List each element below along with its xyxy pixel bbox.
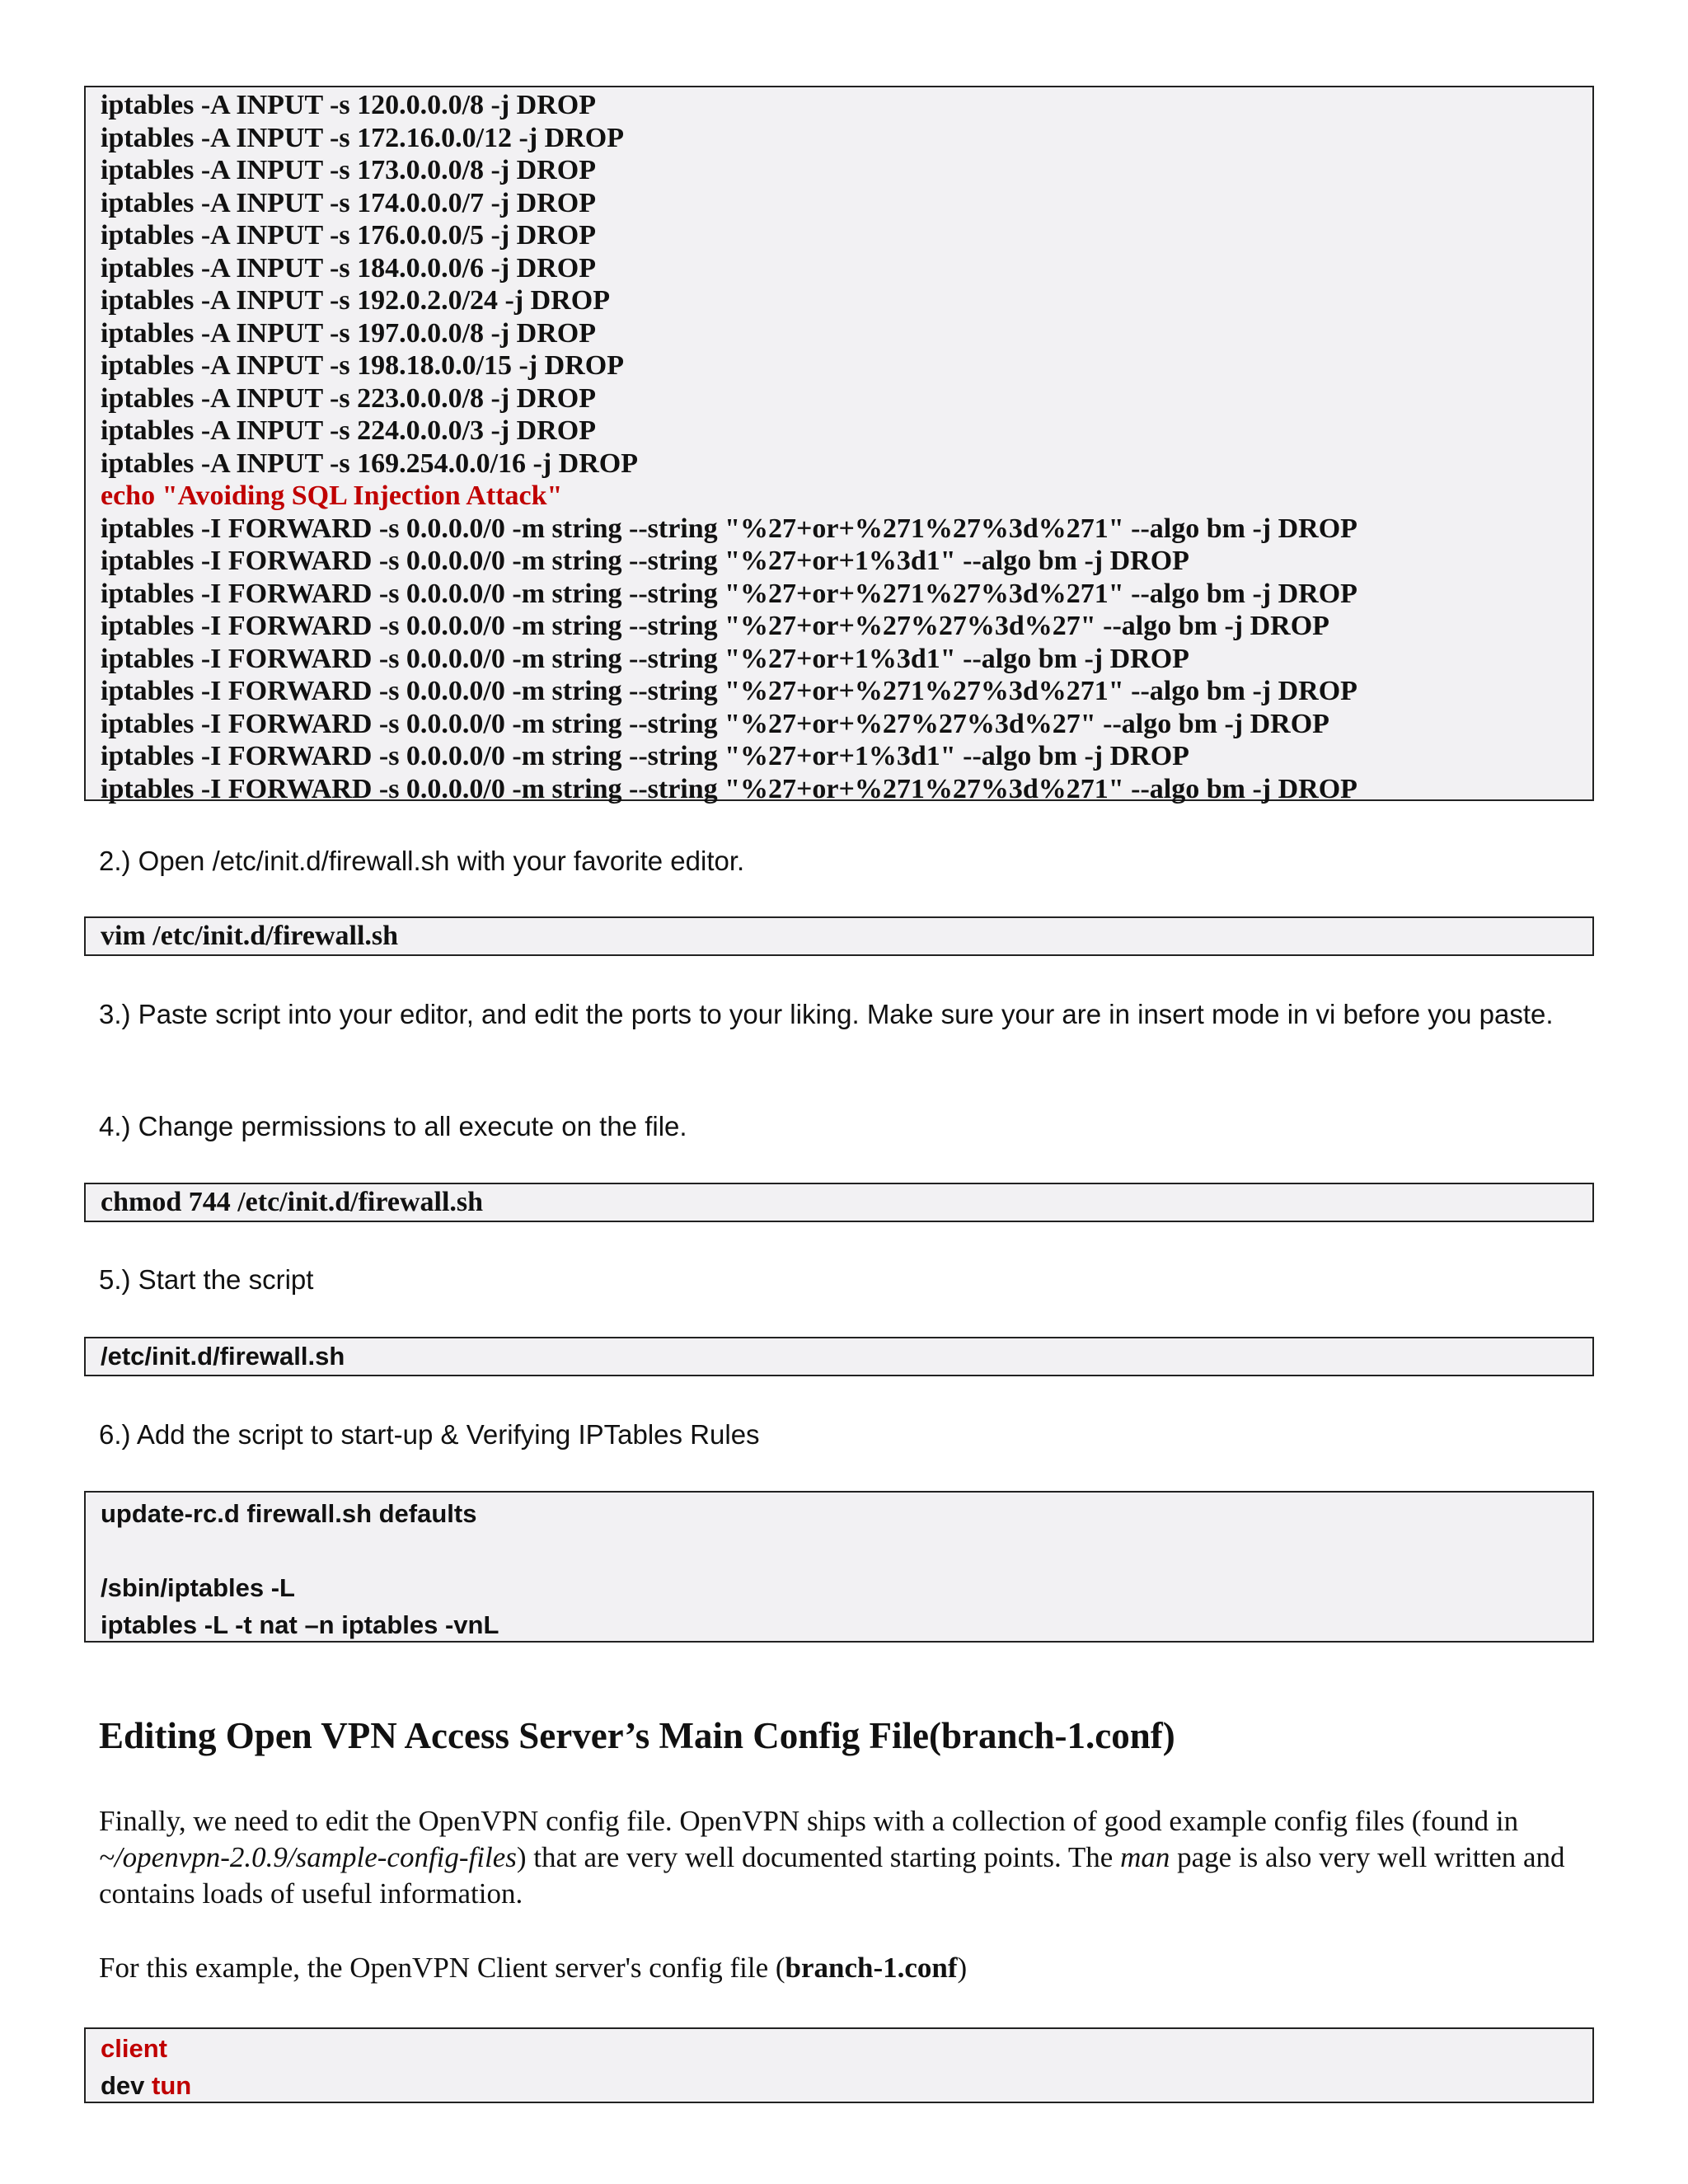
code-line-dev: [101, 2067, 1578, 2104]
step-5-code-block: [84, 1337, 1594, 1376]
code-line: iptables -A INPUT -s 198.18.0.0/15 -j DROP: [101, 350, 624, 381]
config-filename: branch-1.conf: [785, 1952, 958, 1984]
man-page-term: man: [1120, 1841, 1170, 1873]
code-line: iptables -I FORWARD -s 0.0.0.0/0 -m string --string "%27+or+%27%27%3d%27" --algo bm -j DROP: [101, 708, 1329, 739]
code-line: iptables -I FORWARD -s 0.0.0.0/0 -m string --string "%27+or+%271%27%3d%271" --algo bm -j DROP: [101, 676, 1357, 706]
code-line: iptables -A INPUT -s 223.0.0.0/8 -j DROP: [101, 382, 596, 414]
step-6-code-block: [84, 1491, 1594, 1643]
code-line: iptables -I FORWARD -s 0.0.0.0/0 -m string --string "%27+or+%271%27%3d%271" --algo bm -j DROP: [101, 578, 1357, 609]
code-line: iptables -A INPUT -s 176.0.0.0/5 -j DROP: [101, 220, 596, 251]
code-line-blank: [101, 1532, 1578, 1569]
code-line: /etc/init.d/firewall.sh: [101, 1342, 345, 1371]
code-line: iptables -I FORWARD -s 0.0.0.0/0 -m string --string "%27+or+1%3d1" --algo bm -j DROP: [101, 546, 1189, 576]
para-text: ) that are very well documented starting points. The: [516, 1841, 1121, 1873]
para-text: For this example, the OpenVPN Client server's config file (: [99, 1952, 785, 1984]
config-file-paragraph: [99, 1950, 1591, 1986]
para-text: Finally, we need to edit the OpenVPN config file. OpenVPN ships with a collection of good example config files (found in: [99, 1805, 1519, 1837]
code-line: /sbin/iptables -L: [101, 1573, 295, 1602]
code-line: iptables -I FORWARD -s 0.0.0.0/0 -m string --string "%27+or+1%3d1" --algo bm -j DROP: [101, 741, 1189, 771]
code-line: iptables -I FORWARD -s 0.0.0.0/0 -m string --string "%27+or+1%3d1" --algo bm -j DROP: [101, 643, 1189, 674]
step-2-text: 2.) Open /etc/init.d/firewall.sh with your favorite editor.: [99, 846, 745, 876]
code-line: iptables -A INPUT -s 173.0.0.0/8 -j DROP: [101, 155, 596, 185]
step-4-text: 4.) Change permissions to all execute on the file.: [99, 1111, 687, 1141]
code-line: iptables -A INPUT -s 184.0.0.0/6 -j DROP: [101, 252, 596, 284]
code-line-client: client: [101, 2034, 167, 2063]
config-code-block: [84, 2027, 1594, 2103]
code-line: iptables -L -t nat –n iptables -vnL: [101, 1610, 499, 1639]
code-line: iptables -A INPUT -s 197.0.0.0/8 -j DROP: [101, 317, 596, 349]
section-heading: Editing Open VPN Access Server’s Main Config File(branch-1.conf): [99, 1715, 1175, 1756]
code-line: iptables -A INPUT -s 174.0.0.0/7 -j DROP: [101, 187, 596, 218]
para-text: page is also very well written and contains loads of useful information.: [99, 1841, 1565, 1910]
code-line-echo: echo "Avoiding SQL Injection Attack": [101, 480, 563, 511]
code-line: vim /etc/init.d/firewall.sh: [101, 921, 399, 951]
iptables-code-block: [84, 86, 1594, 804]
code-line: iptables -A INPUT -s 172.16.0.0/12 -j DROP: [101, 122, 624, 153]
code-line: update-rc.d firewall.sh defaults: [101, 1499, 477, 1528]
code-line: iptables -A INPUT -s 120.0.0.0/8 -j DROP: [101, 90, 596, 120]
para-text: ): [957, 1952, 968, 1984]
step-3-text: 3.) Paste script into your editor, and edit the ports to your liking. Make sure your are in insert mode in vi before you paste.: [99, 999, 1554, 1029]
code-line: iptables -A INPUT -s 192.0.2.0/24 -j DROP: [101, 285, 610, 316]
step-6-text: 6.) Add the script to start-up & Verifying IPTables Rules: [99, 1419, 760, 1450]
code-line: iptables -I FORWARD -s 0.0.0.0/0 -m string --string "%27+or+%271%27%3d%271" --algo bm -j DROP: [101, 773, 1357, 804]
code-line: iptables -I FORWARD -s 0.0.0.0/0 -m string --string "%27+or+%27%27%3d%27" --algo bm -j DROP: [101, 611, 1329, 641]
config-value: tun: [152, 2071, 192, 2100]
step-5-text: 5.) Start the script: [99, 1264, 314, 1295]
code-line: iptables -I FORWARD -s 0.0.0.0/0 -m string --string "%27+or+%271%27%3d%271" --algo bm -j DROP: [101, 513, 1357, 544]
step-4-code-block: [84, 1183, 1594, 1222]
intro-paragraph: [99, 1803, 1591, 1912]
step-2-code-block: [84, 916, 1594, 956]
sample-config-path: ~/openvpn-2.0.9/sample-config-files: [99, 1841, 517, 1873]
code-line: iptables -A INPUT -s 169.254.0.0/16 -j DROP: [101, 448, 638, 479]
code-line: iptables -A INPUT -s 224.0.0.0/3 -j DROP: [101, 415, 596, 446]
code-line: chmod 744 /etc/init.d/firewall.sh: [101, 1187, 484, 1217]
config-key: dev: [101, 2071, 152, 2100]
